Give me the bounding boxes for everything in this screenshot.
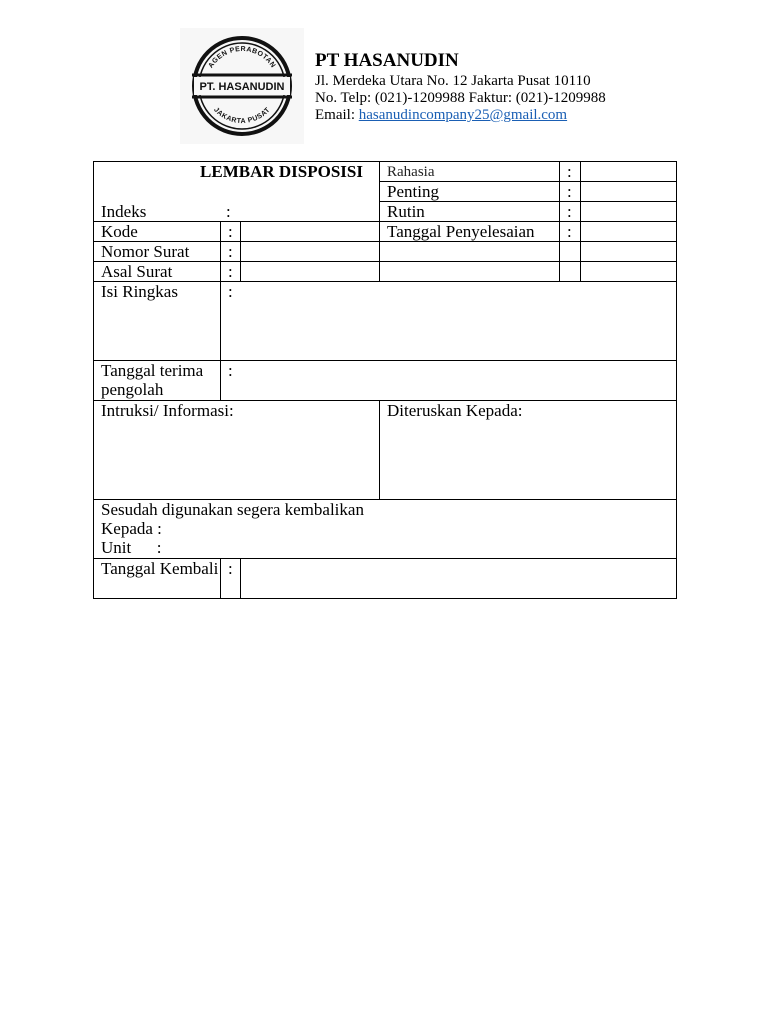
form-row-rahasia [94, 162, 677, 182]
email-label: Email: [315, 107, 359, 123]
colon-rutin: : [560, 202, 581, 222]
label-tanggal-terima: Tanggal terima pengolah [94, 361, 221, 401]
empty-cell [581, 242, 677, 262]
label-tanggal-penyelesaian: Tanggal Penyelesaian [380, 222, 560, 242]
empty-cell [581, 262, 677, 282]
label-asal-surat: Asal Surat [94, 262, 221, 282]
field-instruksi[interactable] [94, 401, 380, 500]
company-name: PT HASANUDIN [315, 50, 459, 71]
label-rahasia: Rahasia [387, 164, 435, 180]
label-nomor-surat: Nomor Surat [94, 242, 221, 262]
sesudah-cell [94, 500, 677, 559]
empty-cell [380, 242, 560, 262]
label-rutin: Rutin [380, 202, 560, 222]
label-indeks: Indeks [101, 202, 147, 221]
field-tanggal-kembali[interactable] [241, 559, 677, 599]
form-row-instruksi [94, 401, 677, 500]
sesudah-line-1: Sesudah digunakan segera kembalikan [101, 500, 364, 519]
form-row-tanggal-kembali [94, 559, 677, 599]
field-isi-ringkas[interactable] [221, 282, 677, 361]
form-row-tanggal-terima [94, 361, 677, 401]
logo-arc-bottom: JAKARTA PUSAT [212, 106, 272, 126]
colon-asal-surat: : [221, 262, 241, 282]
label-tanggal-kembali: Tanggal Kembali [94, 559, 221, 599]
field-tanggal-terima[interactable] [221, 361, 677, 401]
empty-cell [560, 262, 581, 282]
field-penting[interactable] [581, 182, 677, 202]
colon-isi-ringkas: : [228, 282, 233, 301]
form-row-isi-ringkas [94, 282, 677, 361]
empty-cell [560, 242, 581, 262]
sesudah-line-3: Unit : [101, 538, 162, 557]
label-penting: Penting [380, 182, 560, 202]
colon-tanggal-kembali: : [221, 559, 241, 599]
colon-kode: : [221, 222, 241, 242]
company-phone: No. Telp: (021)-1209988 Faktur: (021)-1209988 [315, 90, 606, 106]
field-asal-surat[interactable] [241, 262, 380, 282]
form-row-nomor-surat [94, 242, 677, 262]
disposition-form [93, 161, 677, 599]
field-kode[interactable] [241, 222, 380, 242]
label-kode: Kode [94, 222, 221, 242]
colon-penting: : [560, 182, 581, 202]
field-nomor-surat[interactable] [241, 242, 380, 262]
form-row-kode [94, 222, 677, 242]
field-tanggal-penyelesaian[interactable] [581, 222, 677, 242]
label-rahasia-cell [380, 162, 560, 182]
field-rutin[interactable] [581, 202, 677, 222]
colon-indeks: : [226, 202, 231, 221]
label-diteruskan: Diteruskan Kepada: [387, 401, 523, 420]
label-instruksi: Intruksi/ Informasi: [101, 401, 234, 420]
label-isi-ringkas: Isi Ringkas [94, 282, 221, 361]
colon-nomor-surat: : [221, 242, 241, 262]
form-row-asal-surat [94, 262, 677, 282]
empty-cell [380, 262, 560, 282]
colon-tanggal-penyelesaian: : [560, 222, 581, 242]
email-link[interactable]: hasanudincompany25@gmail.com [358, 107, 568, 123]
company-email-line [315, 107, 606, 124]
title-cell [94, 162, 380, 222]
colon-rahasia: : [560, 162, 581, 182]
form-title: LEMBAR DISPOSISI [200, 162, 363, 181]
colon-tanggal-terima: : [228, 361, 233, 380]
company-address: Jl. Merdeka Utara No. 12 Jakarta Pusat 10110 [315, 73, 591, 89]
company-header [315, 49, 606, 124]
company-logo [180, 28, 304, 144]
form-row-sesudah [94, 500, 677, 559]
logo-arc-top: AGEN PERABOTAN [207, 45, 277, 70]
field-rahasia[interactable] [581, 162, 677, 182]
field-diteruskan[interactable] [380, 401, 677, 500]
sesudah-line-2: Kepada : [101, 519, 162, 538]
logo-name: PT. HASANUDIN [199, 81, 285, 93]
